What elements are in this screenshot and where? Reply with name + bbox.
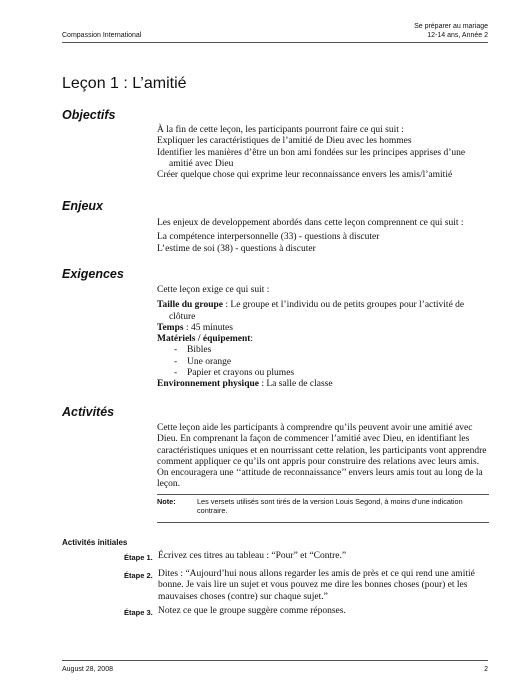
section-heading-enjeux: Enjeux [62, 199, 103, 213]
materiel-item: - Une orange [157, 357, 489, 368]
subheading-activites-initiales: Activités initiales [62, 538, 128, 547]
note-label: Note: [157, 497, 176, 506]
environnement-text: : La salle de classe [258, 379, 333, 390]
activites-paragraph: Cette leçon aide les participants à comprendre qu’ils peuvent avoir une amitié avec Dieu. En comprenant la façon de commencer l’amitié avec Dieu, en identifiant les caractéristiques uniques et en nourrissant cette relation, les participants vont apprendre comment appliquer ce qu’ils ont appris pour construire des relations avec leurs amis. On encouragera une ‘‘attitude de reconnaissance’’ envers leurs amis tout au long de la leçon. [157, 423, 487, 490]
materiel-item: - Papier et crayons ou plumes [157, 368, 489, 379]
footer-date: August 28, 2008 [62, 666, 113, 673]
objectifs-item: Créer quelque chose qui exprime leur reconnaissance envers les amis/l’amitié [157, 170, 453, 181]
step-text: Écrivez ces titres au tableau : “Pour” et “Contre.” [158, 551, 347, 561]
step-label: Étape 3. [124, 608, 153, 617]
header-series-title: Se préparer au mariage [414, 23, 488, 30]
header-organization: Compassion International [62, 32, 142, 39]
lesson-title: Leçon 1 : L’amitié [62, 75, 187, 92]
objectifs-intro: À la fin de cette leçon, les participants pourront faire ce qui suit : [157, 125, 404, 135]
enjeux-item: L’estime de soi (38) - questions à discuter [157, 243, 316, 254]
enjeux-item: La compétence interpersonnelle (33) - questions à discuter [157, 232, 380, 243]
taille-text: : Le groupe et l’individu ou de petits groupes pour l’activité de clôture [169, 300, 465, 322]
step-label: Étape 1. [124, 553, 153, 562]
materiel-label: Matériels / équipement [157, 334, 251, 345]
exigences-temps [157, 323, 489, 334]
section-heading-activites: Activités [62, 405, 115, 419]
materiel-item: - Bibles [157, 345, 489, 356]
enjeux-body [157, 218, 489, 255]
temps-label: Temps [157, 322, 184, 333]
section-heading-exigences: Exigences [62, 267, 124, 281]
exigences-taille [157, 300, 489, 323]
note-box [157, 494, 489, 515]
section-heading-objectifs: Objectifs [62, 108, 116, 122]
step-label: Étape 2. [124, 571, 153, 580]
objectifs-item: Expliquer les caractéristiques de l’amitié de Dieu avec les hommes [157, 136, 412, 147]
materiel-colon: : [250, 334, 254, 345]
step-item [124, 569, 484, 603]
header-series [414, 22, 488, 40]
exigences-materiel [157, 334, 489, 345]
exigences-environnement [157, 379, 489, 390]
step-item [124, 606, 484, 618]
header-rule [62, 42, 488, 43]
environnement-label: Environnement physique [157, 379, 259, 390]
page-number: 2 [484, 666, 488, 673]
header-level: 12-14 ans, Année 2 [427, 32, 488, 39]
footer-rule [62, 660, 488, 661]
note-text: Les versets utilisés sont tirés de la version Louis Segond, à moins d’une indication contraire. [197, 497, 463, 515]
note-rule-bottom [157, 522, 489, 523]
exigences-intro: Cette leçon exige ce qui suit : [157, 285, 270, 295]
enjeux-intro: Les enjeux de developpement abordés dans cette leçon comprennent ce qui suit : [157, 218, 464, 228]
step-item [124, 551, 484, 563]
step-text: Notez ce que le groupe suggère comme réponses. [158, 606, 346, 616]
exigences-body [157, 285, 489, 391]
temps-text: : 45 minutes [183, 322, 233, 333]
objectifs-item: Identifier les manières d’être un bon ami fondées sur les principes apprises d’une amitié avec Dieu [157, 147, 466, 169]
step-text: Dites : “Aujourd’hui nous allons regarder les amis de près et ce qui rend une amitié bonne. Je vais lire un sujet et vous pouvez me dire les bonnes choses (pour) et les mauvaises choses (contre) sur chaque sujet.” [158, 569, 475, 602]
taille-label: Taille du groupe [157, 300, 223, 311]
objectifs-body [157, 125, 489, 181]
